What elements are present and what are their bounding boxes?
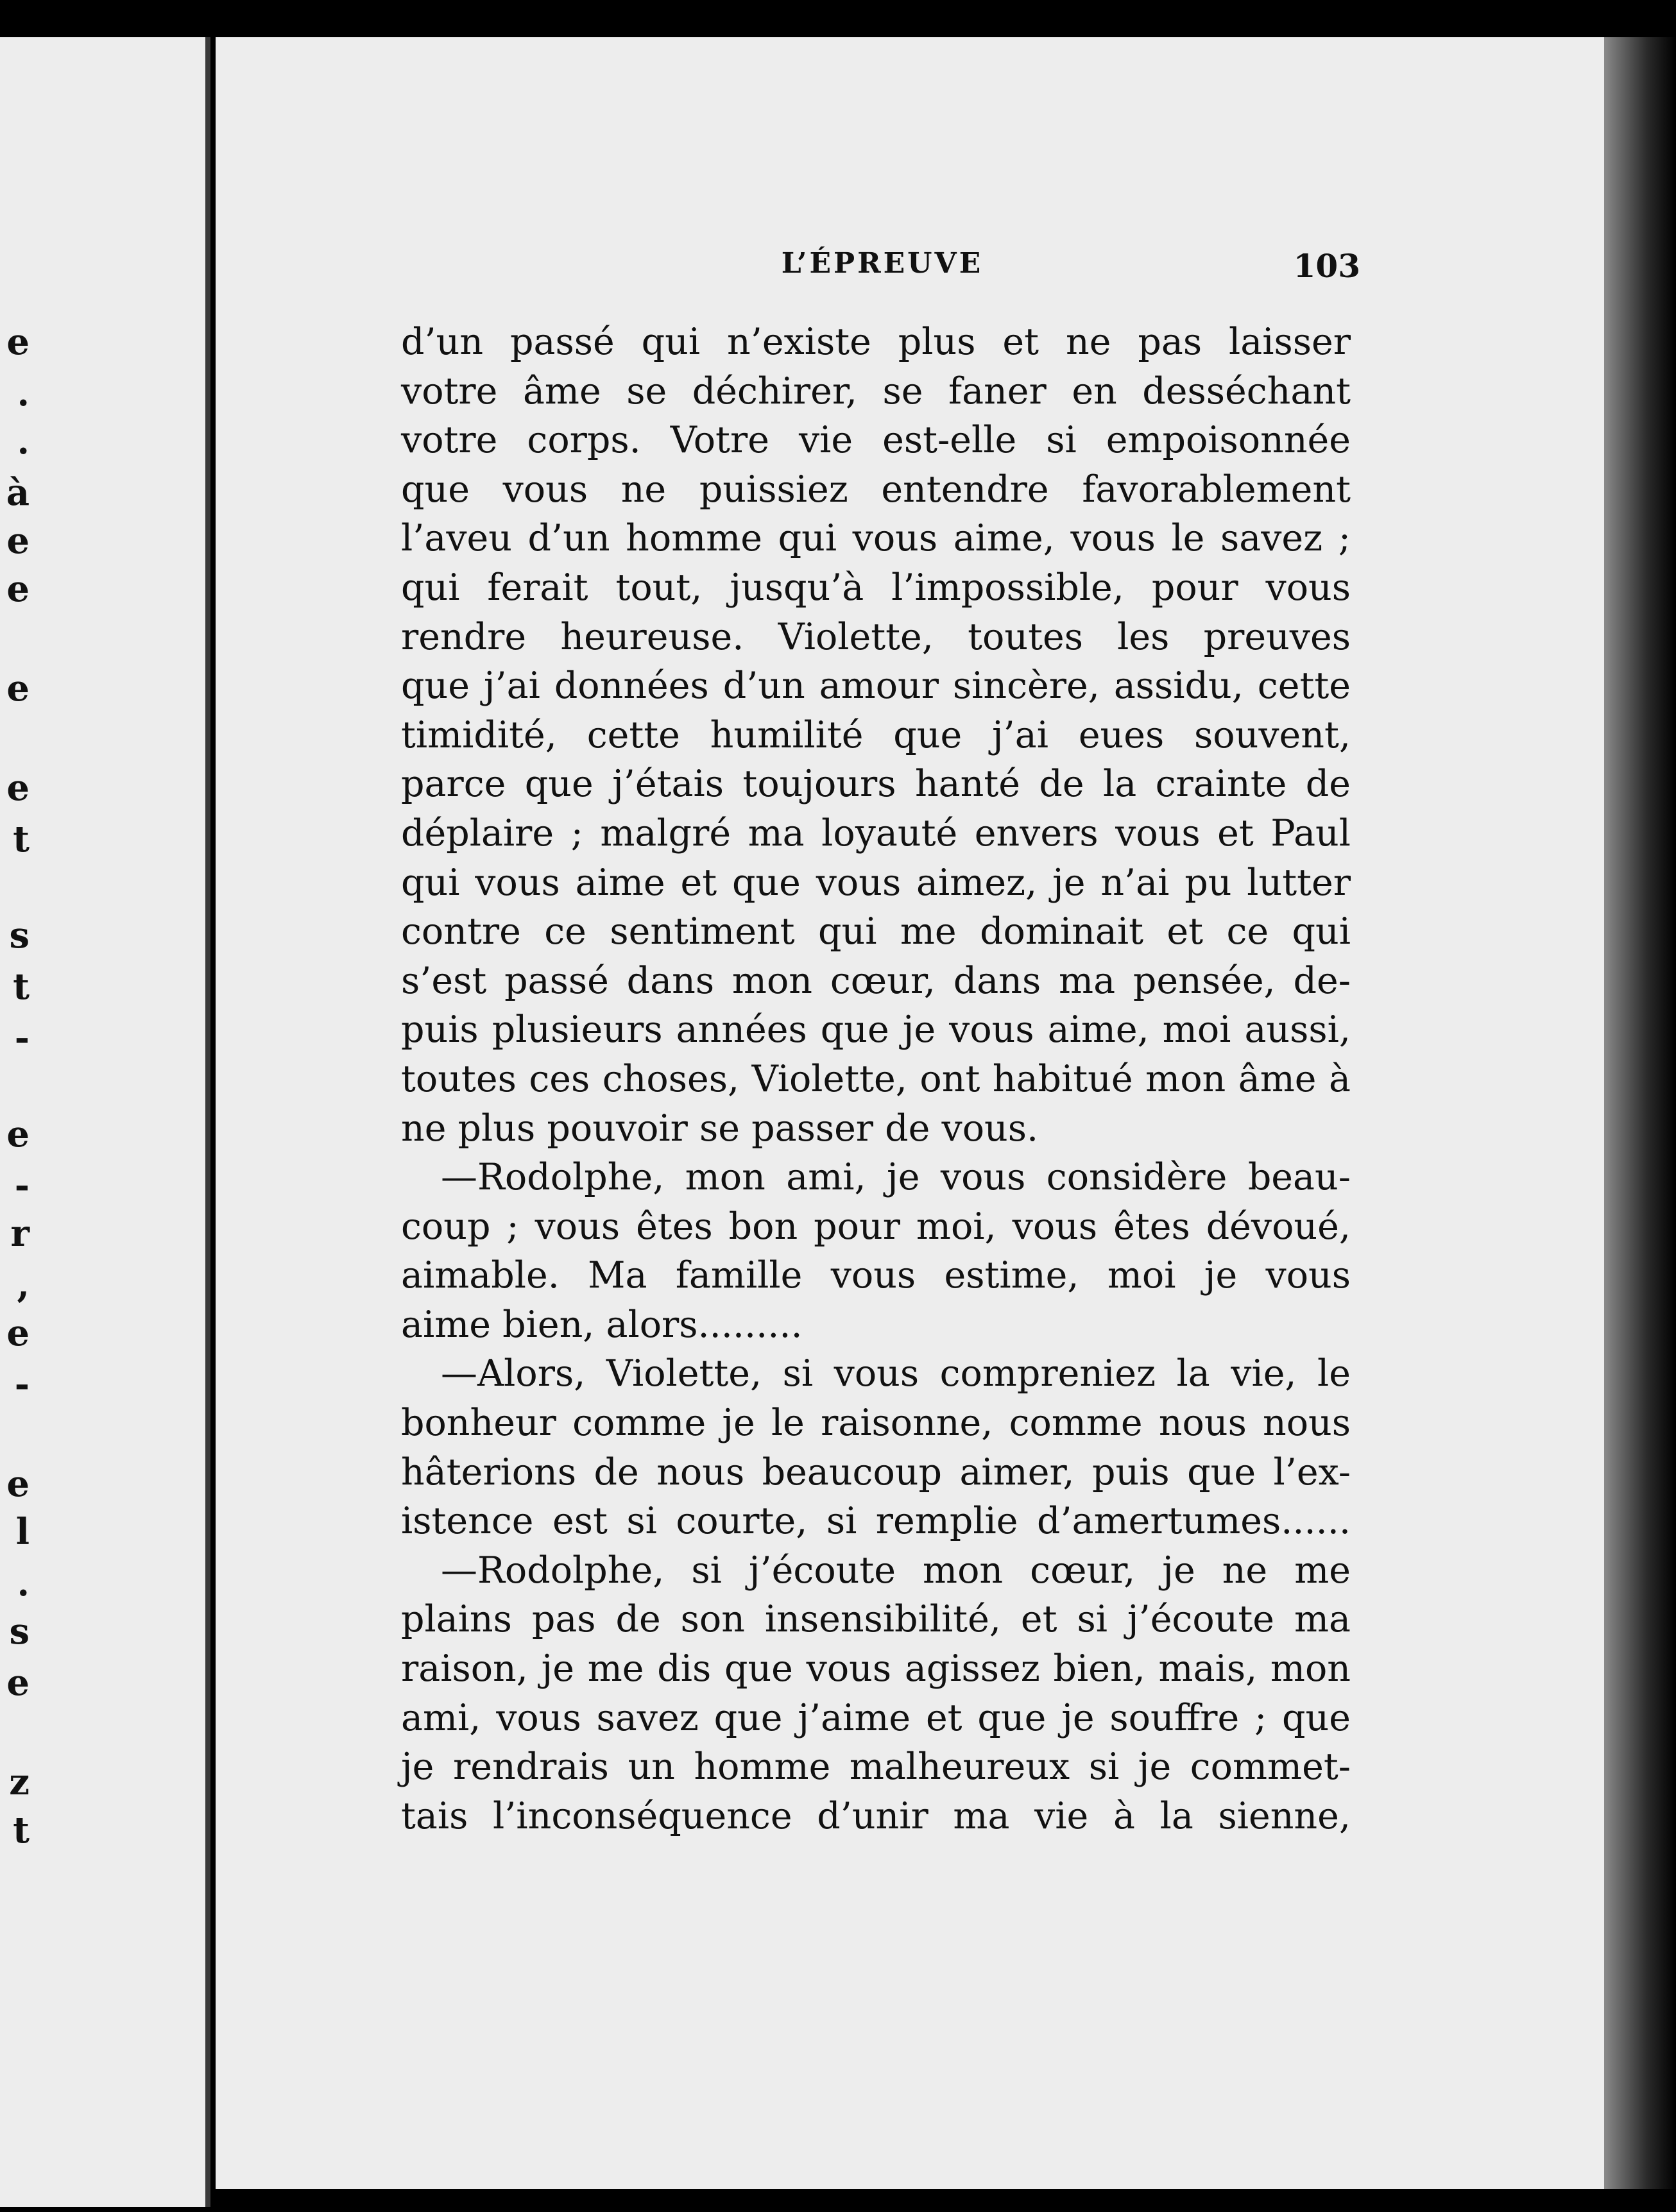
facing-letter: e: [6, 1312, 30, 1354]
facing-letter: e: [6, 767, 30, 809]
facing-page-edge: [0, 0, 210, 2207]
facing-letter: e: [6, 1463, 30, 1505]
text-line: plains pas de son insensibilité, et si j’écoute ma: [401, 1598, 1351, 1641]
text-line: déplaire ; malgré ma loyauté envers vous et Paul: [401, 812, 1351, 855]
text-line: votre corps. Votre vie est-elle si empoisonnée: [401, 419, 1351, 462]
facing-letter: .: [17, 1562, 30, 1604]
running-title: L’ÉPREUVE: [781, 247, 984, 280]
text-line: qui ferait tout, jusqu’à l’impossible, pour vous: [401, 566, 1351, 609]
text-line: l’aveu d’un homme qui vous aime, vous le savez ;: [401, 517, 1351, 560]
facing-letter: e: [6, 1113, 30, 1155]
text-line: contre ce sentiment qui me dominait et ce qui: [401, 910, 1351, 953]
dialogue-line: —Rodolphe, mon ami, je vous considère beau-: [441, 1156, 1351, 1199]
facing-letter: r: [10, 1212, 30, 1255]
facing-page-letters: [0, 0, 38, 2207]
text-line: coup ; vous êtes bon pour moi, vous êtes dévoué,: [401, 1205, 1351, 1248]
text-line: votre âme se déchirer, se faner en desséchant: [401, 370, 1351, 413]
text-line: aimable. Ma famille vous estime, moi je vous: [401, 1254, 1351, 1297]
facing-letter: e: [6, 568, 30, 610]
facing-letter: .: [17, 372, 30, 414]
text-line: s’est passé dans mon cœur, dans ma pensée, de-: [401, 959, 1351, 1002]
dialogue-line: —Rodolphe, si j’écoute mon cœur, je ne me: [441, 1549, 1351, 1592]
facing-letter: e: [6, 520, 30, 562]
page-number: 103: [1293, 247, 1360, 285]
text-line: aime bien, alors.........: [401, 1303, 803, 1346]
dialogue-line: —Alors, Violette, si vous compreniez la vie, le: [441, 1352, 1351, 1395]
text-line: qui vous aime et que vous aimez, je n’ai pu lutter: [401, 861, 1351, 904]
text-line: ne plus pouvoir se passer de vous.: [401, 1107, 1039, 1150]
text-line: bonheur comme je le raisonne, comme nous nous: [401, 1402, 1351, 1445]
facing-letter: e: [6, 321, 30, 363]
text-line: parce que j’étais toujours hanté de la crainte de: [401, 763, 1351, 806]
facing-letter: t: [13, 966, 30, 1008]
facing-letter: -: [14, 1164, 30, 1207]
facing-letter: l: [15, 1511, 30, 1553]
text-line: toutes ces choses, Violette, ont habitué mon âme à: [401, 1057, 1351, 1100]
text-line: je rendrais un homme malheureux si je commet-: [401, 1746, 1351, 1789]
facing-letter: e: [6, 667, 30, 710]
text-line: puis plusieurs années que je vous aime, moi aussi,: [401, 1008, 1351, 1051]
text-line: hâterions de nous beaucoup aimer, puis que l’ex-: [401, 1451, 1351, 1493]
text-line: rendre heureuse. Violette, toutes les preuves: [401, 615, 1351, 658]
text-line: istence est si courte, si remplie d’amertumes......: [401, 1500, 1351, 1543]
facing-letter: s: [9, 914, 30, 957]
facing-letter: z: [9, 1761, 30, 1803]
page-edge-shadow: [1604, 36, 1676, 2189]
facing-letter: t: [13, 1809, 30, 1851]
facing-letter: à: [6, 472, 30, 514]
text-line: tais l’inconséquence d’unir ma vie à la sienne,: [401, 1794, 1351, 1837]
text-line: que vous ne puissiez entendre favorablement: [401, 468, 1351, 511]
body-text: [401, 318, 1351, 1841]
scan-border: [0, 0, 1676, 37]
facing-letter: e: [6, 1662, 30, 1704]
text-line: timidité, cette humilité que j’ai eues souvent,: [401, 713, 1351, 756]
facing-letter: .: [17, 420, 30, 463]
facing-letter: -: [14, 1363, 30, 1406]
text-line: ami, vous savez que j’aime et que je souffre ; que: [401, 1696, 1351, 1739]
text-line: que j’ai données d’un amour sincère, assidu, cette: [401, 665, 1351, 708]
facing-letter: ,: [17, 1264, 30, 1306]
text-line: raison, je me dis que vous agissez bien, mais, mon: [401, 1647, 1351, 1690]
running-header: [404, 247, 1360, 292]
text-line: d’un passé qui n’existe plus et ne pas laisser: [401, 321, 1351, 363]
facing-letter: -: [14, 1017, 30, 1059]
facing-letter: t: [13, 818, 30, 860]
facing-letter: s: [9, 1610, 30, 1653]
